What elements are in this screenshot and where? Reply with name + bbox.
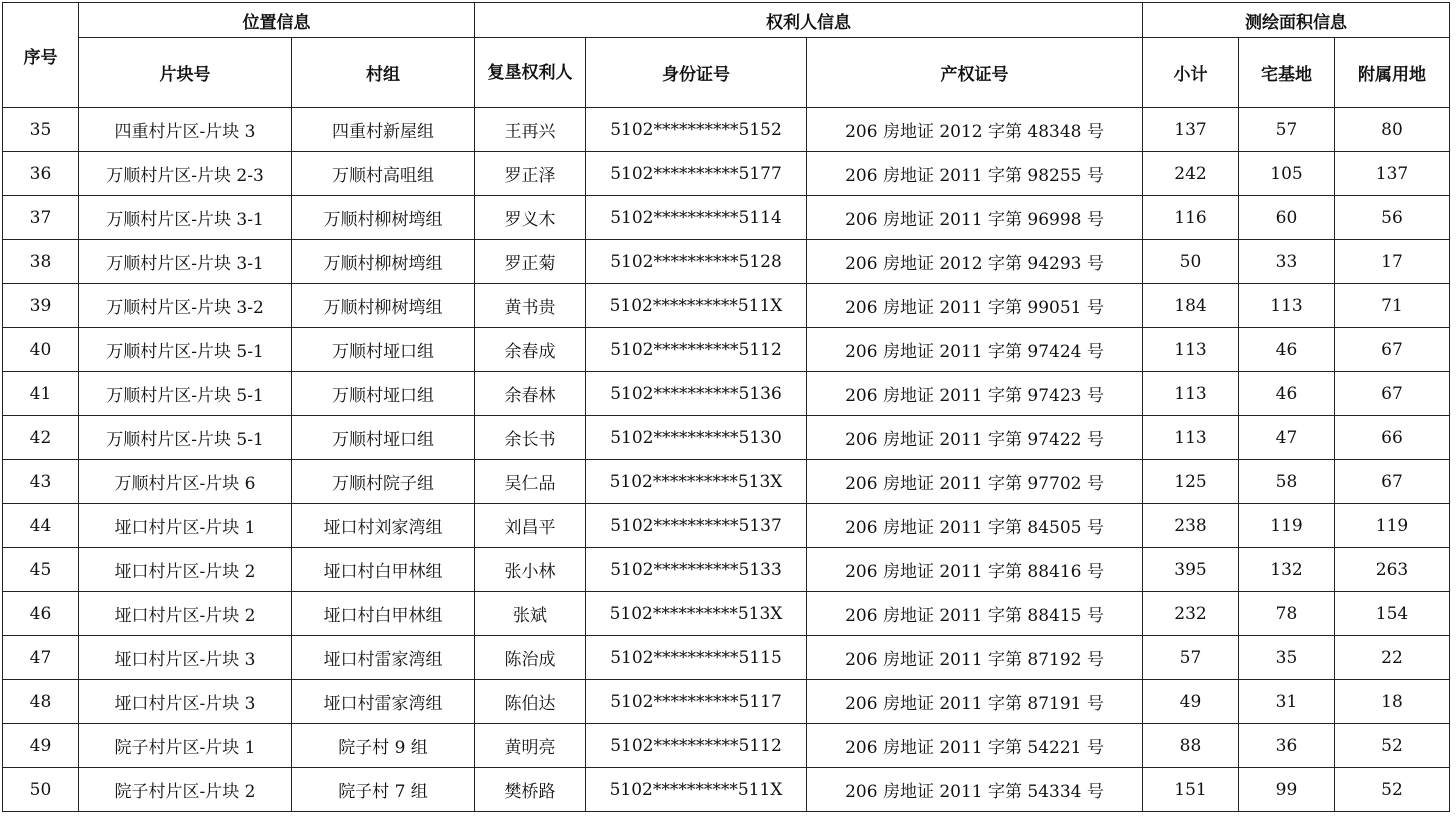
- cell-homestead: 31: [1239, 680, 1335, 724]
- header-village-group: 村组: [292, 38, 475, 108]
- header-property-cert: 产权证号: [807, 38, 1143, 108]
- cell-property-cert: 206 房地证 2011 字第 97702 号: [807, 460, 1143, 504]
- table-row: [3, 680, 1450, 724]
- cell-subtotal: 125: [1143, 460, 1239, 504]
- cell-seq: 49: [3, 724, 79, 768]
- cell-seq: 44: [3, 504, 79, 548]
- table-row: [3, 284, 1450, 328]
- cell-homestead: 46: [1239, 328, 1335, 372]
- cell-seq: 50: [3, 768, 79, 812]
- cell-seq: 37: [3, 196, 79, 240]
- cell-block: 垭口村片区-片块 3: [79, 680, 292, 724]
- table-header: [3, 3, 1450, 108]
- table-row: [3, 548, 1450, 592]
- header-homestead: 宅基地: [1239, 38, 1335, 108]
- cell-homestead: 33: [1239, 240, 1335, 284]
- cell-seq: 36: [3, 152, 79, 196]
- cell-village-group: 院子村 7 组: [292, 768, 475, 812]
- cell-subtotal: 151: [1143, 768, 1239, 812]
- cell-id-number: 5102**********5112: [586, 328, 807, 372]
- table-row: [3, 592, 1450, 636]
- cell-property-cert: 206 房地证 2012 字第 48348 号: [807, 108, 1143, 152]
- cell-homestead: 36: [1239, 724, 1335, 768]
- cell-property-cert: 206 房地证 2011 字第 97424 号: [807, 328, 1143, 372]
- cell-owner: 余春林: [475, 372, 586, 416]
- cell-block: 万顺村片区-片块 5-1: [79, 416, 292, 460]
- table-row: [3, 152, 1450, 196]
- cell-property-cert: 206 房地证 2011 字第 84505 号: [807, 504, 1143, 548]
- cell-block: 垭口村片区-片块 2: [79, 592, 292, 636]
- cell-property-cert: 206 房地证 2012 字第 94293 号: [807, 240, 1143, 284]
- cell-homestead: 99: [1239, 768, 1335, 812]
- cell-ancillary: 71: [1335, 284, 1450, 328]
- table-row: [3, 768, 1450, 812]
- table-row: [3, 460, 1450, 504]
- cell-homestead: 132: [1239, 548, 1335, 592]
- cell-owner: 吴仁品: [475, 460, 586, 504]
- cell-id-number: 5102**********5152: [586, 108, 807, 152]
- table-row: [3, 108, 1450, 152]
- cell-ancillary: 67: [1335, 372, 1450, 416]
- cell-village-group: 万顺村高咀组: [292, 152, 475, 196]
- cell-seq: 35: [3, 108, 79, 152]
- cell-village-group: 万顺村垭口组: [292, 372, 475, 416]
- cell-subtotal: 49: [1143, 680, 1239, 724]
- cell-property-cert: 206 房地证 2011 字第 87192 号: [807, 636, 1143, 680]
- cell-block: 万顺村片区-片块 6: [79, 460, 292, 504]
- cell-id-number: 5102**********5115: [586, 636, 807, 680]
- table-row: [3, 504, 1450, 548]
- cell-homestead: 60: [1239, 196, 1335, 240]
- cell-block: 院子村片区-片块 1: [79, 724, 292, 768]
- cell-ancillary: 56: [1335, 196, 1450, 240]
- cell-subtotal: 116: [1143, 196, 1239, 240]
- cell-owner: 罗正菊: [475, 240, 586, 284]
- cell-owner: 罗义木: [475, 196, 586, 240]
- cell-seq: 38: [3, 240, 79, 284]
- cell-village-group: 万顺村垭口组: [292, 328, 475, 372]
- cell-ancillary: 263: [1335, 548, 1450, 592]
- cell-owner: 樊桥路: [475, 768, 586, 812]
- cell-seq: 46: [3, 592, 79, 636]
- table-row: [3, 196, 1450, 240]
- cell-village-group: 四重村新屋组: [292, 108, 475, 152]
- cell-subtotal: 137: [1143, 108, 1239, 152]
- cell-block: 万顺村片区-片块 5-1: [79, 372, 292, 416]
- cell-property-cert: 206 房地证 2011 字第 54221 号: [807, 724, 1143, 768]
- cell-block: 万顺村片区-片块 3-2: [79, 284, 292, 328]
- cell-property-cert: 206 房地证 2011 字第 98255 号: [807, 152, 1143, 196]
- cell-property-cert: 206 房地证 2011 字第 88416 号: [807, 548, 1143, 592]
- cell-owner: 黄明亮: [475, 724, 586, 768]
- header-group-location: 位置信息: [79, 3, 475, 38]
- cell-id-number: 5102**********511X: [586, 284, 807, 328]
- table-row: [3, 328, 1450, 372]
- header-block: 片块号: [79, 38, 292, 108]
- cell-homestead: 78: [1239, 592, 1335, 636]
- header-ancillary: 附属用地: [1335, 38, 1450, 108]
- cell-village-group: 垭口村雷家湾组: [292, 636, 475, 680]
- cell-owner: 刘昌平: [475, 504, 586, 548]
- cell-seq: 39: [3, 284, 79, 328]
- cell-owner: 黄书贵: [475, 284, 586, 328]
- cell-ancillary: 119: [1335, 504, 1450, 548]
- header-group-area: 测绘面积信息: [1143, 3, 1450, 38]
- cell-village-group: 万顺村柳树塆组: [292, 284, 475, 328]
- cell-homestead: 57: [1239, 108, 1335, 152]
- cell-property-cert: 206 房地证 2011 字第 96998 号: [807, 196, 1143, 240]
- cell-subtotal: 242: [1143, 152, 1239, 196]
- cell-owner: 王再兴: [475, 108, 586, 152]
- cell-ancillary: 67: [1335, 460, 1450, 504]
- cell-owner: 陈伯达: [475, 680, 586, 724]
- cell-owner: 张小林: [475, 548, 586, 592]
- cell-village-group: 垭口村白甲林组: [292, 548, 475, 592]
- cell-village-group: 院子村 9 组: [292, 724, 475, 768]
- cell-id-number: 5102**********5114: [586, 196, 807, 240]
- cell-owner: 张斌: [475, 592, 586, 636]
- cell-seq: 45: [3, 548, 79, 592]
- cell-village-group: 万顺村柳树塆组: [292, 196, 475, 240]
- cell-subtotal: 184: [1143, 284, 1239, 328]
- table-row: [3, 724, 1450, 768]
- header-seq: 序号: [3, 3, 79, 108]
- cell-subtotal: 395: [1143, 548, 1239, 592]
- cell-block: 垭口村片区-片块 1: [79, 504, 292, 548]
- cell-village-group: 垭口村刘家湾组: [292, 504, 475, 548]
- cell-id-number: 5102**********5128: [586, 240, 807, 284]
- cell-id-number: 5102**********5117: [586, 680, 807, 724]
- cell-block: 万顺村片区-片块 3-1: [79, 240, 292, 284]
- cell-block: 院子村片区-片块 2: [79, 768, 292, 812]
- cell-ancillary: 66: [1335, 416, 1450, 460]
- cell-village-group: 垭口村雷家湾组: [292, 680, 475, 724]
- table-row: [3, 636, 1450, 680]
- cell-id-number: 5102**********5177: [586, 152, 807, 196]
- cell-seq: 47: [3, 636, 79, 680]
- land-reclamation-table: [2, 2, 1450, 812]
- header-subtotal: 小计: [1143, 38, 1239, 108]
- cell-id-number: 5102**********513X: [586, 592, 807, 636]
- cell-ancillary: 17: [1335, 240, 1450, 284]
- table-row: [3, 240, 1450, 284]
- cell-property-cert: 206 房地证 2011 字第 54334 号: [807, 768, 1143, 812]
- cell-id-number: 5102**********513X: [586, 460, 807, 504]
- cell-id-number: 5102**********5112: [586, 724, 807, 768]
- cell-ancillary: 18: [1335, 680, 1450, 724]
- cell-village-group: 万顺村院子组: [292, 460, 475, 504]
- cell-ancillary: 67: [1335, 328, 1450, 372]
- cell-subtotal: 113: [1143, 328, 1239, 372]
- cell-id-number: 5102**********5137: [586, 504, 807, 548]
- cell-block: 万顺村片区-片块 3-1: [79, 196, 292, 240]
- cell-ancillary: 22: [1335, 636, 1450, 680]
- table-row: [3, 372, 1450, 416]
- cell-subtotal: 50: [1143, 240, 1239, 284]
- cell-subtotal: 57: [1143, 636, 1239, 680]
- cell-homestead: 47: [1239, 416, 1335, 460]
- cell-owner: 余春成: [475, 328, 586, 372]
- table-row: [3, 416, 1450, 460]
- cell-seq: 42: [3, 416, 79, 460]
- cell-subtotal: 113: [1143, 416, 1239, 460]
- cell-property-cert: 206 房地证 2011 字第 87191 号: [807, 680, 1143, 724]
- cell-owner: 罗正泽: [475, 152, 586, 196]
- cell-ancillary: 52: [1335, 768, 1450, 812]
- cell-id-number: 5102**********5136: [586, 372, 807, 416]
- cell-seq: 48: [3, 680, 79, 724]
- cell-homestead: 58: [1239, 460, 1335, 504]
- cell-homestead: 105: [1239, 152, 1335, 196]
- cell-seq: 40: [3, 328, 79, 372]
- cell-id-number: 5102**********5133: [586, 548, 807, 592]
- cell-id-number: 5102**********5130: [586, 416, 807, 460]
- cell-seq: 43: [3, 460, 79, 504]
- cell-ancillary: 52: [1335, 724, 1450, 768]
- cell-block: 垭口村片区-片块 3: [79, 636, 292, 680]
- header-owner: 复垦权利人: [475, 38, 586, 108]
- cell-id-number: 5102**********511X: [586, 768, 807, 812]
- cell-block: 万顺村片区-片块 2-3: [79, 152, 292, 196]
- cell-village-group: 垭口村白甲林组: [292, 592, 475, 636]
- header-group-owner: 权利人信息: [475, 3, 1143, 38]
- cell-homestead: 46: [1239, 372, 1335, 416]
- cell-block: 万顺村片区-片块 5-1: [79, 328, 292, 372]
- table-body: [3, 108, 1450, 812]
- cell-village-group: 万顺村垭口组: [292, 416, 475, 460]
- cell-homestead: 113: [1239, 284, 1335, 328]
- cell-property-cert: 206 房地证 2011 字第 97423 号: [807, 372, 1143, 416]
- cell-owner: 余长书: [475, 416, 586, 460]
- cell-subtotal: 238: [1143, 504, 1239, 548]
- cell-village-group: 万顺村柳树塆组: [292, 240, 475, 284]
- cell-ancillary: 80: [1335, 108, 1450, 152]
- cell-owner: 陈治成: [475, 636, 586, 680]
- cell-block: 四重村片区-片块 3: [79, 108, 292, 152]
- cell-homestead: 119: [1239, 504, 1335, 548]
- header-id-number: 身份证号: [586, 38, 807, 108]
- cell-ancillary: 137: [1335, 152, 1450, 196]
- cell-ancillary: 154: [1335, 592, 1450, 636]
- cell-homestead: 35: [1239, 636, 1335, 680]
- cell-subtotal: 232: [1143, 592, 1239, 636]
- cell-seq: 41: [3, 372, 79, 416]
- cell-property-cert: 206 房地证 2011 字第 99051 号: [807, 284, 1143, 328]
- cell-subtotal: 88: [1143, 724, 1239, 768]
- cell-block: 垭口村片区-片块 2: [79, 548, 292, 592]
- cell-subtotal: 113: [1143, 372, 1239, 416]
- cell-property-cert: 206 房地证 2011 字第 88415 号: [807, 592, 1143, 636]
- cell-property-cert: 206 房地证 2011 字第 97422 号: [807, 416, 1143, 460]
